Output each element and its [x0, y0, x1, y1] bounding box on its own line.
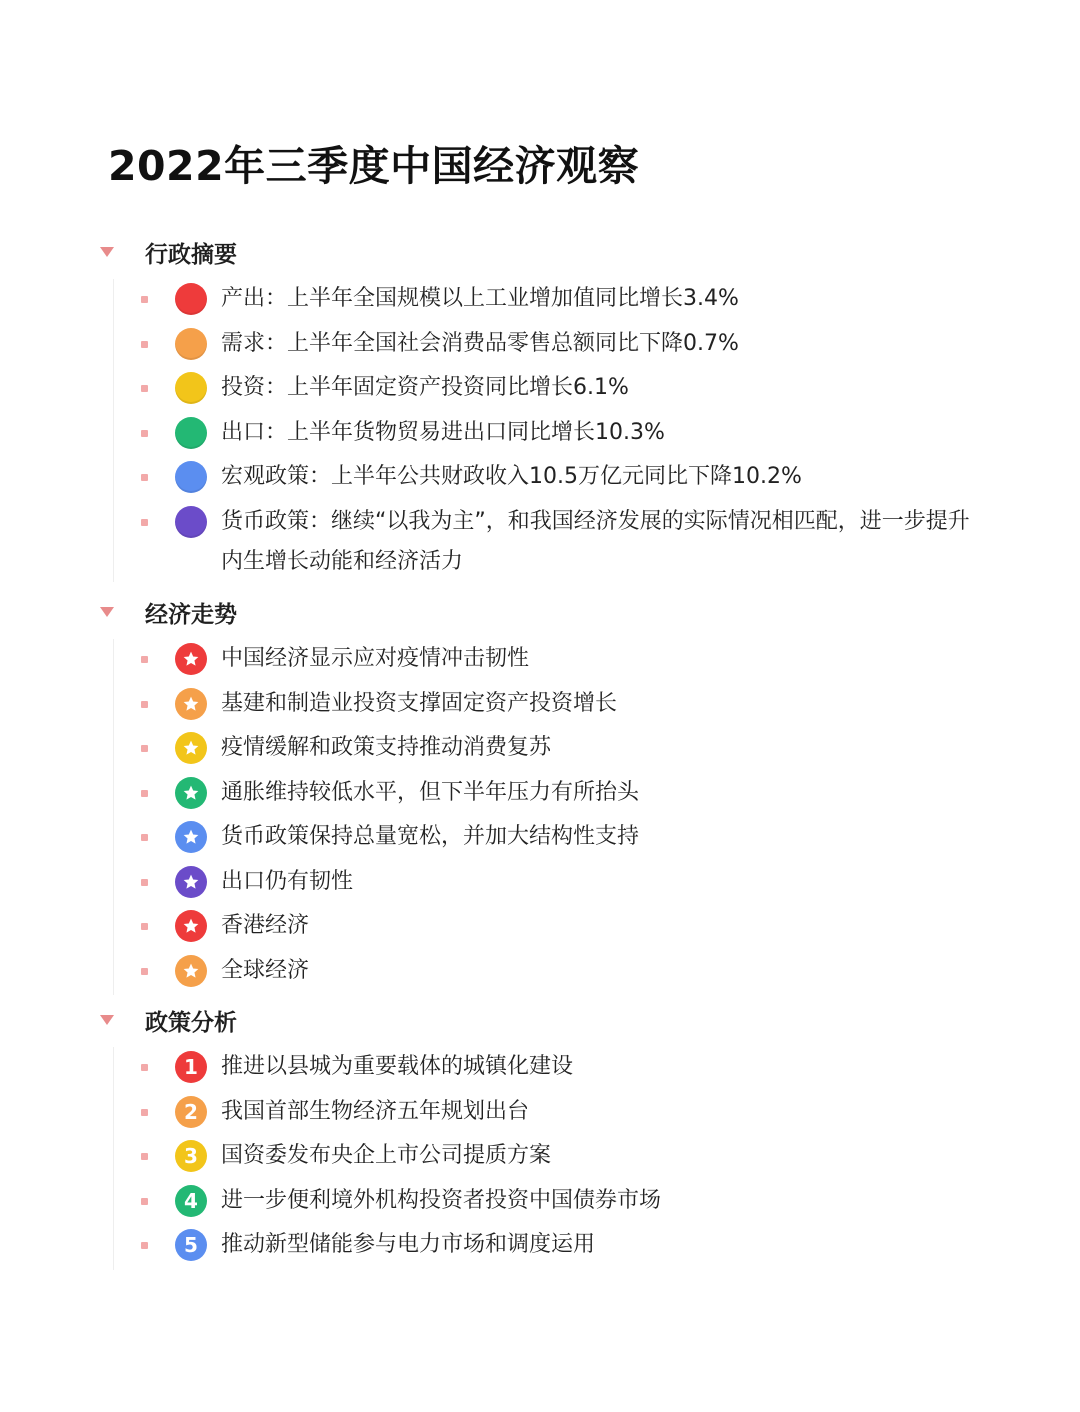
bullet-icon	[141, 1109, 148, 1116]
star-icon	[175, 732, 207, 764]
section-policy-analysis	[100, 1000, 1020, 1270]
color-dot-icon	[175, 328, 207, 360]
color-dot-icon	[175, 283, 207, 315]
item-text: 货币政策保持总量宽松，并加大结构性支持	[221, 824, 640, 849]
item-text: 中国经济显示应对疫情冲击韧性	[221, 646, 530, 671]
number-badge-label: 1	[184, 1055, 198, 1079]
section-header	[100, 592, 1020, 632]
section-title: 政策分析	[145, 1009, 237, 1036]
bullet-icon	[141, 790, 148, 797]
number-badge-label: 5	[184, 1233, 198, 1257]
star-icon	[175, 643, 207, 675]
number-badge-icon	[175, 1096, 207, 1128]
list-item[interactable]	[114, 906, 1020, 951]
color-dot-icon	[175, 372, 207, 404]
number-badge-icon	[175, 1185, 207, 1217]
number-badge-icon	[175, 1229, 207, 1261]
bullet-icon	[141, 968, 148, 975]
bullet-icon	[141, 430, 148, 437]
list-item[interactable]	[114, 684, 1020, 729]
item-text: 产出：上半年全国规模以上工业增加值同比增长3.4%	[221, 286, 739, 311]
section-header	[100, 232, 1020, 272]
section-title: 经济走势	[145, 601, 237, 628]
item-text: 全球经济	[221, 957, 310, 983]
number-badge-icon	[175, 1140, 207, 1172]
star-icon	[175, 777, 207, 809]
star-icon	[175, 821, 207, 853]
star-icon	[175, 866, 207, 898]
list-item[interactable]	[114, 728, 1020, 773]
list-item[interactable]	[114, 324, 1020, 369]
item-list	[113, 1047, 1020, 1270]
list-item[interactable]	[114, 413, 1020, 458]
number-badge-icon	[175, 1051, 207, 1083]
bullet-icon	[141, 519, 148, 526]
list-item[interactable]	[114, 1047, 1020, 1092]
number-badge-label: 4	[184, 1188, 198, 1213]
bullet-icon	[141, 1242, 148, 1249]
bullet-icon	[141, 474, 148, 481]
number-badge-label: 2	[184, 1099, 198, 1124]
star-icon	[175, 688, 207, 720]
item-list	[113, 279, 1020, 582]
item-text: 国资委发布央企上市公司提质方案	[221, 1143, 552, 1168]
star-icon	[175, 910, 207, 942]
item-text: 基建和制造业投资支撑固定资产投资增长	[221, 690, 618, 716]
item-text: 进一步便利境外机构投资者投资中国债券市场	[221, 1187, 662, 1213]
bullet-icon	[141, 745, 148, 752]
number-badge-label: 3	[184, 1144, 198, 1168]
list-item[interactable]	[114, 951, 1020, 996]
item-text: 出口仍有韧性	[221, 868, 354, 894]
list-item[interactable]	[114, 1225, 1020, 1270]
item-text: 香港经济	[221, 913, 310, 938]
bullet-icon	[141, 834, 148, 841]
color-dot-icon	[175, 461, 207, 493]
item-text: 宏观政策：上半年公共财政收入10.5万亿元同比下降10.2%	[221, 464, 802, 489]
bullet-icon	[141, 701, 148, 708]
list-item[interactable]	[114, 502, 1020, 582]
list-item[interactable]	[114, 457, 1020, 502]
list-item[interactable]	[114, 368, 1020, 413]
bullet-icon	[141, 341, 148, 348]
item-text: 货币政策：继续“以我为主”，和我国经济发展的实际情况相匹配，进一步提升内生增长动能和经济活力	[221, 508, 970, 574]
section-header	[100, 1000, 1020, 1040]
section-title: 行政摘要	[145, 241, 237, 268]
list-item[interactable]	[114, 639, 1020, 684]
bullet-icon	[141, 656, 148, 663]
item-text: 我国首部生物经济五年规划出台	[221, 1098, 530, 1124]
item-text: 需求：上半年全国社会消费品零售总额同比下降0.7%	[221, 330, 739, 356]
color-dot-icon	[175, 417, 207, 449]
collapse-toggle-icon[interactable]	[100, 242, 130, 262]
list-item[interactable]	[114, 773, 1020, 818]
color-dot-icon	[175, 506, 207, 538]
section-economic-trends	[100, 592, 1020, 995]
bullet-icon	[141, 296, 148, 303]
list-item[interactable]	[114, 1136, 1020, 1181]
bullet-icon	[141, 1064, 148, 1071]
list-item[interactable]	[114, 1181, 1020, 1226]
page-title: 2022年三季度中国经济观察	[108, 142, 640, 190]
item-text: 出口：上半年货物贸易进出口同比增长10.3%	[221, 419, 665, 445]
item-list	[113, 639, 1020, 995]
item-text: 推进以县城为重要载体的城镇化建设	[221, 1054, 574, 1079]
section-executive-summary	[100, 232, 1020, 582]
item-text: 推动新型储能参与电力市场和调度运用	[221, 1232, 596, 1257]
list-item[interactable]	[114, 1092, 1020, 1137]
bullet-icon	[141, 879, 148, 886]
item-text: 疫情缓解和政策支持推动消费复苏	[221, 735, 552, 760]
list-item[interactable]	[114, 817, 1020, 862]
list-item[interactable]	[114, 279, 1020, 324]
list-item[interactable]	[114, 862, 1020, 907]
collapse-toggle-icon[interactable]	[100, 1010, 130, 1030]
star-icon	[175, 955, 207, 987]
bullet-icon	[141, 1153, 148, 1160]
bullet-icon	[141, 1198, 148, 1205]
item-text: 投资：上半年固定资产投资同比增长6.1%	[221, 375, 629, 400]
bullet-icon	[141, 385, 148, 392]
item-text: 通胀维持较低水平，但下半年压力有所抬头	[221, 779, 640, 805]
collapse-toggle-icon[interactable]	[100, 602, 130, 622]
bullet-icon	[141, 923, 148, 930]
